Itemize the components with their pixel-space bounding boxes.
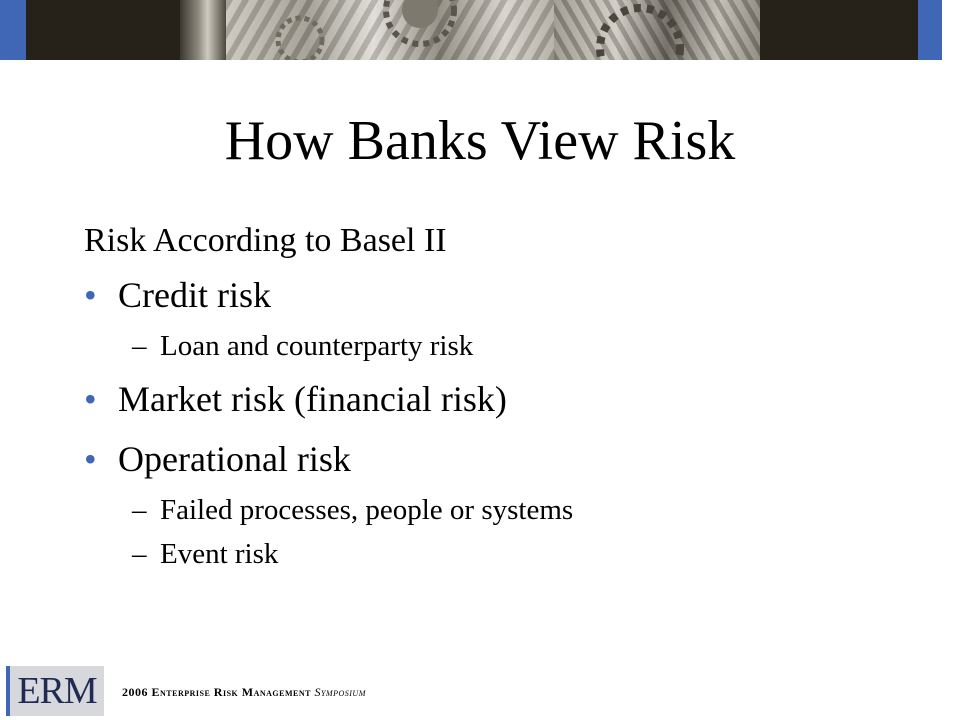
erm-logo: ERM bbox=[6, 666, 104, 716]
bullet-icon: • bbox=[84, 275, 97, 315]
bullet-item bbox=[84, 272, 924, 318]
banner-white-edge bbox=[942, 0, 960, 60]
sub-bullet-item bbox=[84, 326, 924, 366]
sub-bullet-item bbox=[84, 490, 924, 530]
bullet-icon: • bbox=[84, 439, 97, 479]
bullet-icon: • bbox=[84, 379, 97, 419]
dash-icon: – bbox=[132, 494, 147, 526]
dash-icon: – bbox=[132, 330, 147, 362]
bullet-text: Market risk (financial risk) bbox=[118, 379, 507, 419]
sub-bullet-item bbox=[84, 534, 924, 574]
sub-bullet-text: Loan and counterparty risk bbox=[160, 330, 474, 362]
header-banner bbox=[0, 0, 960, 60]
banner-blue-strip-right bbox=[918, 0, 942, 60]
bullet-item bbox=[84, 436, 924, 482]
sub-bullet-text: Failed processes, people or systems bbox=[160, 494, 574, 526]
bullet-item bbox=[84, 376, 924, 422]
bullet-text: Credit risk bbox=[118, 275, 271, 315]
sub-bullet-text: Event risk bbox=[160, 538, 279, 570]
footer-event-script: Symposium bbox=[314, 685, 366, 699]
bullet-text: Operational risk bbox=[118, 439, 351, 479]
bullet-list bbox=[84, 272, 924, 584]
slide-title: How Banks View Risk bbox=[224, 110, 736, 172]
slide-subtitle: Risk According to Basel II bbox=[84, 222, 447, 259]
dash-icon: – bbox=[132, 538, 147, 570]
footer-event-name bbox=[122, 684, 366, 700]
footer-event-title: 2006 Enterprise Risk Management bbox=[122, 685, 311, 699]
gear-decoration-icon bbox=[0, 0, 960, 60]
